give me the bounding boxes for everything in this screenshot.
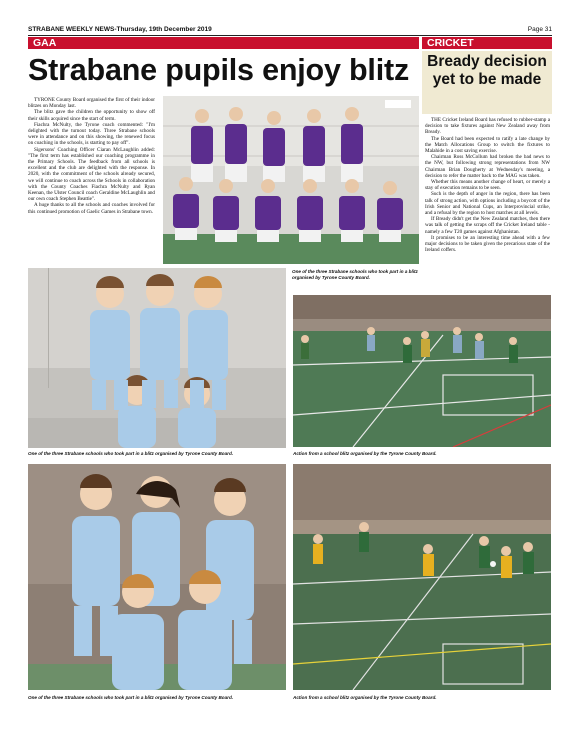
team-photo-purple xyxy=(163,96,419,264)
cricket-article xyxy=(425,117,550,253)
caption-blue-bottom: One of the three Strabane schools who took part in a blitz organised by Tyrone County Board. xyxy=(28,695,234,700)
gaa-paragraph: The blitz gave the children the opportunity to show off their skills acquired since the start of term. xyxy=(28,109,155,122)
cricket-paragraph: It promises to be an interesting time ahead with a few major decisions to be taken given the precarious state of the Ireland coffers. xyxy=(425,234,550,254)
cricket-headline: Bready decision yet to be made xyxy=(422,51,552,114)
gaa-headline: Strabane pupils enjoy blitz xyxy=(28,53,409,87)
caption-blue-top: One of the three Strabane schools who took part in a blitz organised by Tyrone County Board. xyxy=(28,451,234,456)
action-photo-bottom xyxy=(293,464,551,690)
cricket-paragraph: The Board had been expected to ratify a late change by the Match Allocations Group to switch the fixtures to Malahide in a cost saving exercise. xyxy=(425,135,550,155)
gaa-paragraph: Sigersons' Coaching Officer Ciaran McLaughlin added: "The first term has established our coaching programme in the Primary Schools. The feedback from all schools is excellent and the club are delighted with the response. In 2020, with the commitment of the schools already secured, we will continue to coach across the Schools in collaboration with the County Coaches Fiachra McNulty and Ryan Keenan, the Ulster Council coach Geraldine McLaughlin and our own coach Stephen Beattie". xyxy=(28,146,155,203)
gaa-paragraph: A huge thanks to all the schools and coaches involved for this continued promotion of Gaelic Games in Strabane town. xyxy=(28,202,155,215)
cricket-paragraph: Such is the depth of anger in the region, there has been talk of strong action, with options including a boycott of the Irish Senior and National Cups, an Interprovincial strike, and a refusal by the region to host matches at all levels. xyxy=(425,191,550,217)
section-gaa: GAA xyxy=(28,37,419,49)
team-photo-blue-top xyxy=(28,268,286,448)
gaa-paragraph: Fiachra McNulty, the Tyrone coach commented: "I'm delighted with the turnout today. Three Strabane schools were in attendance and on this showing, the renewed focus on coaching in the schools, is starting to pay off". xyxy=(28,121,155,147)
caption-team-photo: One of the three Strabane schools who took part in a blitz organised by Tyrone County Board. xyxy=(292,269,418,280)
action-photo-top xyxy=(293,295,551,447)
team-photo-blue-bottom xyxy=(28,464,286,690)
cricket-paragraph: If Bready didn't get the New Zealand matches, then there was talk of getting the scraps off the Cricket Ireland table - namely a few T20 games against Afghanistan. xyxy=(425,216,550,235)
cricket-paragraph: THE Cricket Ireland Board has refused to rubber-stamp a decision to take fixtures against New Zealand away from Bready. xyxy=(425,117,550,136)
header-rule xyxy=(28,35,552,36)
gaa-article xyxy=(28,97,155,215)
section-cricket: CRICKET xyxy=(422,37,552,49)
page-number: Page 31 xyxy=(527,26,552,33)
gaa-paragraph: TYRONE County Board organised the first of their indoor blitzes on Monday last. xyxy=(28,97,155,110)
cricket-paragraph: Chairman Ross McCollum had broken the bad news to the NW, but following strong representations from NW Chairman Brian Dougherty at Wednesday's meeting, a decision to refer the matter back to the MAG was taken. xyxy=(425,154,550,179)
publication-line: STRABANE WEEKLY NEWS-Thursday, 19th December 2019 xyxy=(28,26,212,33)
caption-action-top: Action from a school blitz organised by the Tyrone County Board. xyxy=(293,451,437,456)
cricket-paragraph: Whether this means another change of heart, or merely a stay of execution remains to be seen. xyxy=(425,179,550,192)
caption-action-bottom: Action from a school blitz organised by the Tyrone County Board. xyxy=(293,695,437,700)
